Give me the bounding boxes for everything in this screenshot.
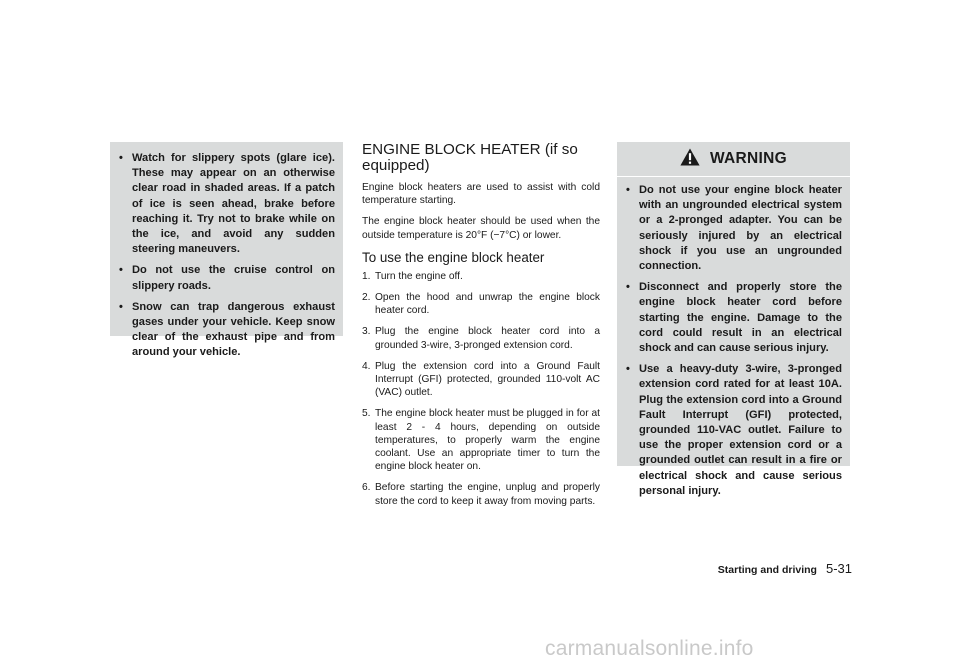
subsection-heading: To use the engine block heater: [362, 249, 545, 265]
warning-item: [623, 183, 842, 274]
warning-item-text: Do not use your engine block heater with an ungrounded electrical system or a 2-pronged adapter. You can be seriously injured by an electrical shock if you use an ungrounded connection.: [639, 184, 842, 273]
step-item: [362, 270, 600, 283]
step-text: The engine block heater must be plugged in for at least 2 - 4 hours, depending on outside temperatures, to properly warm the engine coolant. Use an appropriate timer to turn the engine block heater on.: [375, 408, 600, 473]
step-item: [362, 360, 600, 400]
step-item: [362, 407, 600, 473]
step-text: Open the hood and unwrap the engine block heater cord.: [375, 292, 600, 317]
bullet: •: [119, 264, 123, 277]
warning-triangle-icon: [680, 148, 700, 171]
step-text: Turn the engine off.: [375, 270, 463, 282]
warning-header: [617, 142, 850, 177]
warning-item: [623, 362, 842, 499]
bullet: •: [626, 363, 630, 376]
step-item: [362, 291, 600, 317]
step-number: 5.: [362, 408, 371, 420]
warning-box: [617, 142, 850, 497]
page-footer: [718, 561, 852, 576]
warning-list: [623, 183, 842, 499]
bullet: •: [119, 300, 123, 313]
step-number: 4.: [362, 360, 371, 372]
step-number: 3.: [362, 326, 371, 338]
caution-item: [116, 300, 335, 361]
engine-block-heater-section: [362, 142, 600, 516]
caution-item-text: Do not use the cruise control on slippery roads.: [132, 264, 335, 292]
step-number: 2.: [362, 292, 371, 304]
section-heading: ENGINE BLOCK HEATER (if so equipped): [362, 141, 578, 174]
footer-section-title: Starting and driving: [717, 564, 817, 576]
page-number: 5-31: [825, 561, 852, 576]
watermark: carmanualsonline.info: [545, 637, 754, 660]
caution-item-text: Snow can trap dangerous exhaust gases under your vehicle. Keep snow clear of the exhaust pipe and from around your vehicle.: [132, 300, 335, 359]
step-text: Plug the extension cord into a Ground Fault Interrupt (GFI) protected, grounded 110-volt AC (VAC) outlet.: [375, 360, 600, 399]
step-item: [362, 325, 600, 351]
caution-box-slippery-roads: [110, 142, 343, 359]
warning-title: WARNING: [709, 150, 787, 167]
step-text: Plug the engine block heater cord into a grounded 3-wire, 3-pronged extension cord.: [375, 326, 600, 351]
warning-item: [623, 280, 842, 356]
caution-item: [116, 151, 335, 257]
intro-paragraph: Engine block heaters are used to assist with cold temperature starting.: [362, 182, 600, 207]
step-number: 1.: [362, 270, 371, 282]
warning-body: [617, 177, 850, 499]
bullet: •: [626, 281, 630, 294]
bullet: •: [119, 152, 123, 164]
warning-item-text: Use a heavy-duty 3-wire, 3-pronged extension cord rated for at least 10A. Plug the extension cord into a Ground Fault Interrupt (GFI) protected, grounded 110-VAC outlet. Failure to use the proper extension cord or a grounded outlet can result in a fire or electrical shock and cause serious personal injury.: [639, 363, 842, 497]
caution-list: [116, 151, 335, 361]
caution-item-text: Watch for slippery spots (glare ice). These may appear on an otherwise clear road in shaded areas. If a patch of ice is seen ahead, brake before reaching it. Try not to brake while on the ice, and avoid any sudden steering maneuvers.: [132, 152, 335, 256]
warning-item-text: Disconnect and properly store the engine block heater cord before starting the engine. Damage to the cord could result in an electrical shock and can cause serious injury.: [639, 281, 842, 355]
step-text: Before starting the engine, unplug and properly store the cord to keep it away from moving parts.: [375, 482, 600, 507]
bullet: •: [626, 184, 630, 196]
step-item: [362, 481, 600, 507]
step-number: 6.: [362, 482, 371, 494]
temperature-paragraph: The engine block heater should be used when the outside temperature is 20°F (−7°C) or lower.: [362, 216, 600, 241]
caution-item: [116, 263, 335, 293]
steps-list: [362, 270, 600, 508]
